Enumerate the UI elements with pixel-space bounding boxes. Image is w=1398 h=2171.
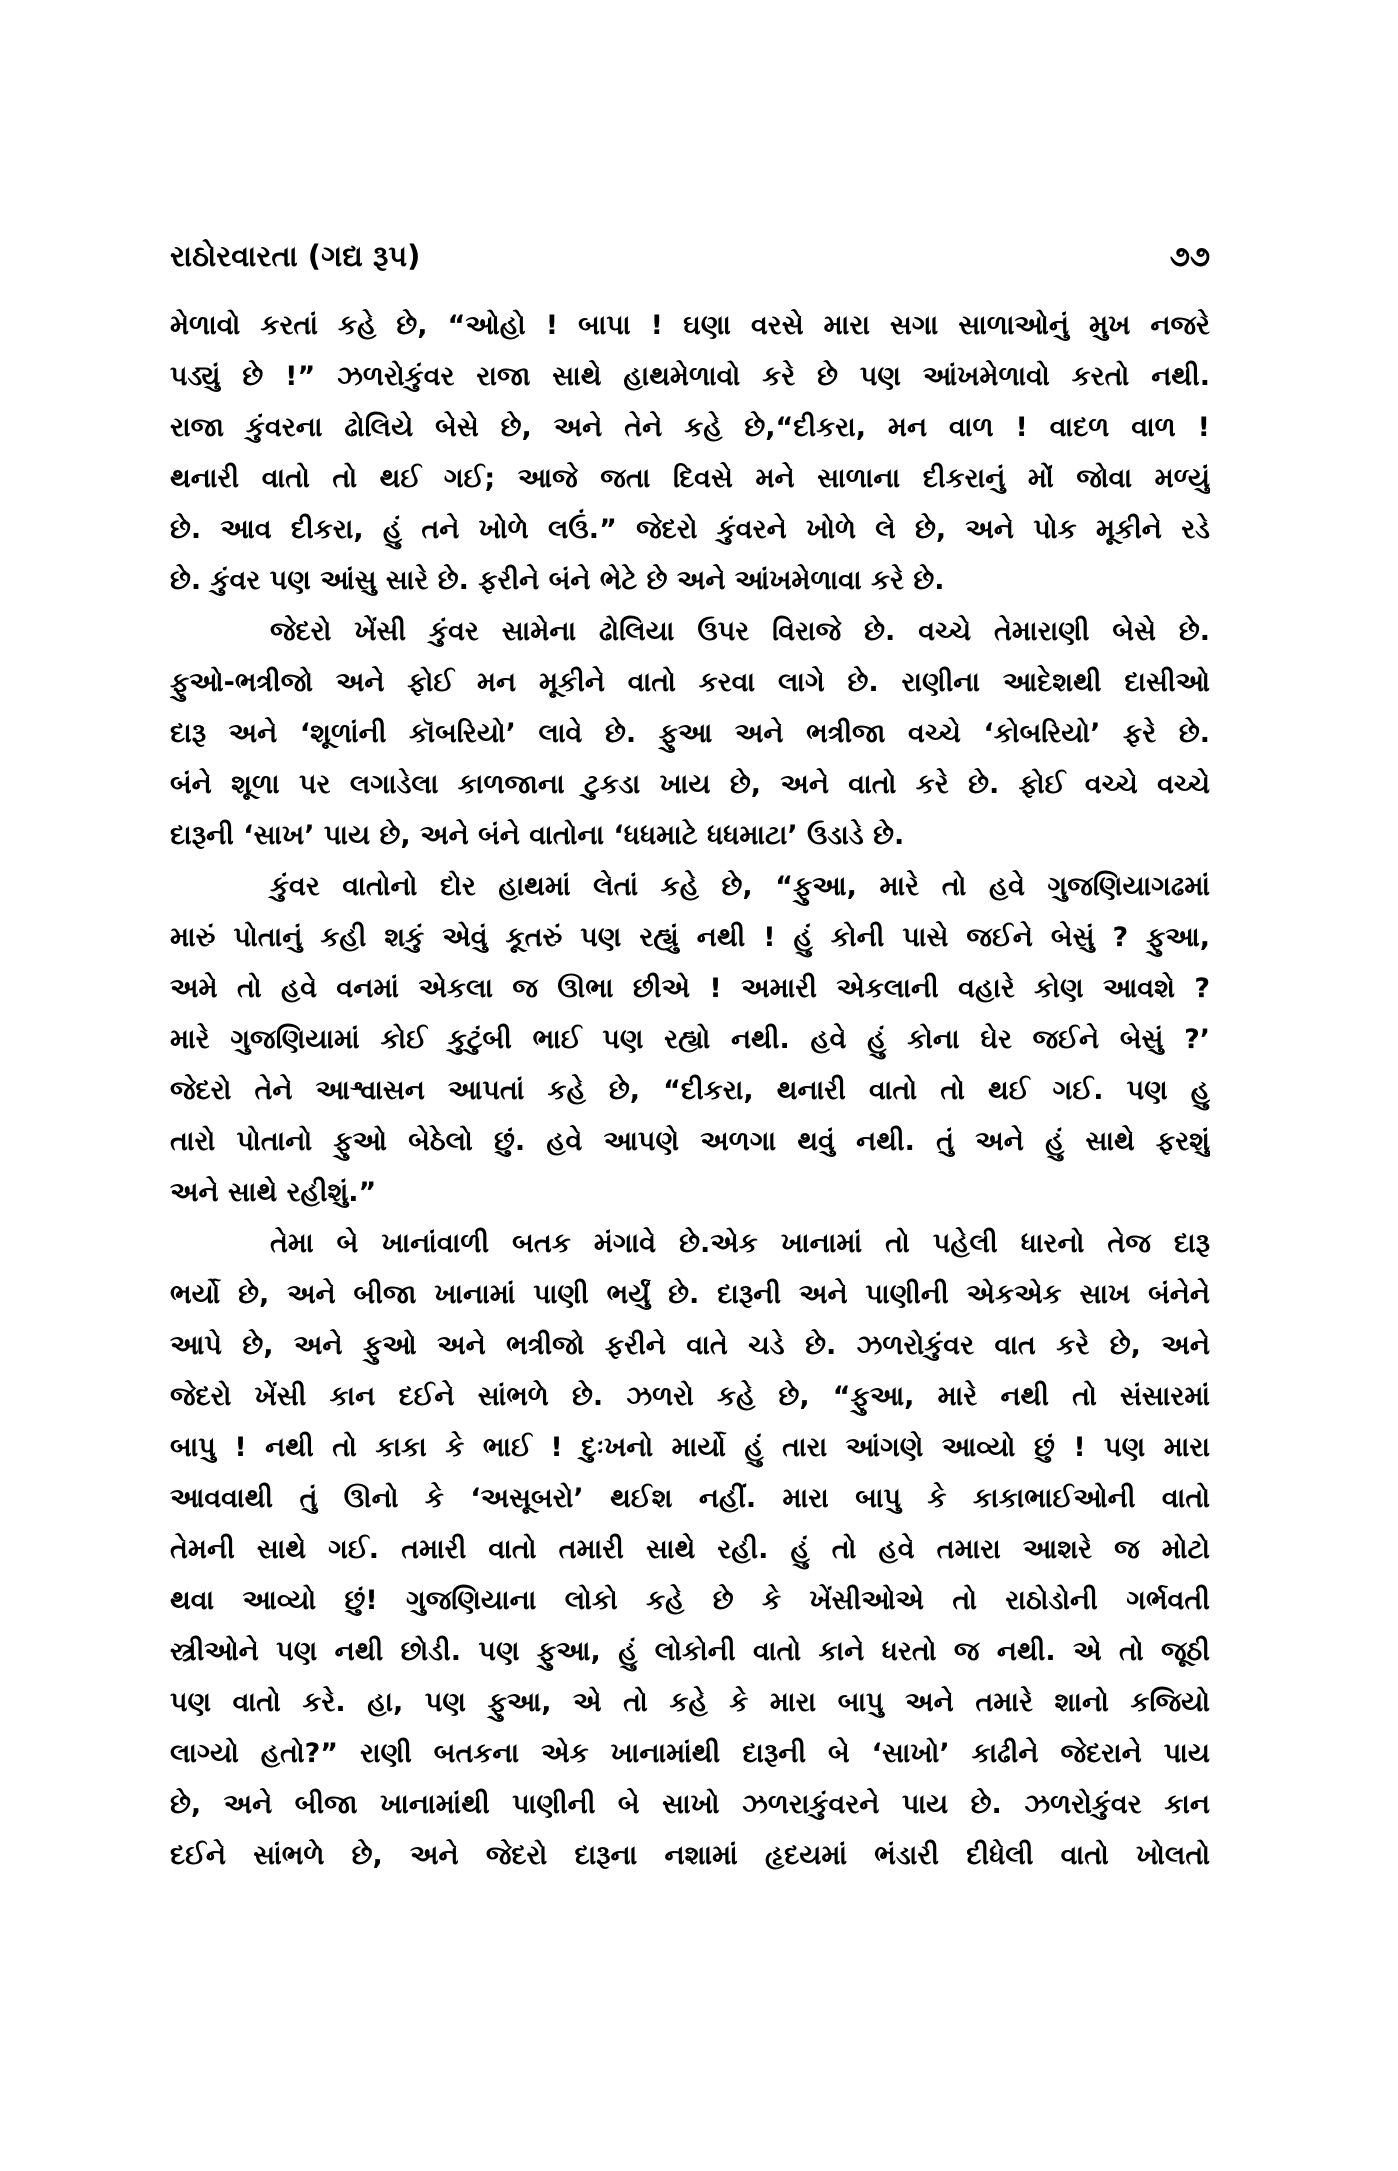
text-line: દારૂ અને ‘શૂળાંની કૉબરિયો’ લાવે છે. ફુઆ અને ભત્રીજા વચ્ચે ‘કોબરિયો’ ફરે છે. [170, 718, 1210, 749]
text-line: આવવાથી તું ઊનો કે ‘અસૂબરો’ થઈશ નહીં. મારા બાપુ કે કાકાભાઈઓની વાતો [170, 1483, 1210, 1514]
text-line: છે. કુંવર પણ આંસુ સારે છે. ફરીને બંને ભેટે છે અને આંખમેળાવા કરે છે. [170, 565, 945, 596]
text-line: રાજા કુંવરના ઢોલિયે બેસે છે, અને તેને કહે છે,“દીકરા, મન વાળ ! વાદળ વાળ ! [170, 412, 1210, 443]
running-title: રાઠોરવારતા (ગદ્ય રૂપ) [170, 239, 421, 273]
text-line: સ્ત્રીઓને પણ નથી છોડી. પણ ફુઆ, હું લોકોની વાતો કાને ધરતો જ નથી. એ તો જૂઠી [170, 1636, 1210, 1667]
text-line: દારૂની ‘સાખ’ પાય છે, અને બંને વાતોના ‘ધધમાટે ધધમાટા’ ઉડાડે છે. [170, 820, 905, 851]
text-line: છે. આવ દીકરા, હું તને ખોળે લઉં.” જેદરો કુંવરને ખોળે લે છે, અને પોક મૂકીને રડે [170, 514, 1210, 545]
text-line: ભર્યો છે, અને બીજા ખાનામાં પાણી ભર્યું છે. દારૂની અને પાણીની એકએક સાખ બંનેને [170, 1279, 1210, 1310]
text-line: જેદરો ખેંસી કાન દઈને સાંભળે છે. ઝળરો કહે છે, “ફુઆ, મારે નથી તો સંસારમાં [170, 1381, 1210, 1412]
text-line: તારો પોતાનો ફુઓ બેઠેલો છું. હવે આપણે અળગા થવું નથી. તું અને હું સાથે ફરશું [170, 1126, 1210, 1157]
text-line: તેમા બે ખાનાંવાળી બતક મંગાવે છે.એક ખાનામાં તો પહેલી ધારનો તેજ દારૂ [270, 1228, 1210, 1259]
text-line: મારું પોતાનું કહી શકું એવું કૂતરું પણ રહ્યું નથી ! હું કોની પાસે જઈને બેસું ? ફુઆ, [170, 922, 1210, 953]
text-line: દઈને સાંભળે છે, અને જેદરો દારૂના નશામાં હૃદયમાં ભંડારી દીધેલી વાતો ખોલતો [170, 1840, 1210, 1871]
text-line: જેદરો તેને આશ્વાસન આપતાં કહે છે, “દીકરા, થનારી વાતો તો થઈ ગઈ. પણ હુ [170, 1075, 1210, 1106]
text-line: થનારી વાતો તો થઈ ગઈ; આજે જતા દિવસે મને સાળાના દીકરાનું મોં જોવા મળ્યું [170, 463, 1210, 494]
text-line: બાપુ ! નથી તો કાકા કે ભાઈ ! દુઃખનો માર્યો હું તારા આંગણે આવ્યો છું ! પણ મારા [170, 1432, 1210, 1463]
text-line: લાગ્યો હતો?” રાણી બતકના એક ખાનામાંથી દારૂની બે ‘સાખો’ કાઢીને જેદરાને પાય [170, 1738, 1210, 1769]
text-line: મારે ગુજણિયામાં કોઈ કુટુંબી ભાઈ પણ રહ્યો નથી. હવે હું કોના ઘેર જઈને બેસું ?’ [170, 1024, 1210, 1055]
text-line: બંને શૂળા પર લગાડેલા કાળજાના ટુકડા ખાય છે, અને વાતો કરે છે. ફોઈ વચ્ચે વચ્ચે [170, 769, 1210, 800]
page-number: ૭૭ [1169, 239, 1210, 273]
text-line: તેમની સાથે ગઈ. તમારી વાતો તમારી સાથે રહી. હું તો હવે તમારા આશરે જ મોટો [170, 1534, 1210, 1565]
text-line: જેદરો ખેંસી કુંવર સામેના ઢોલિયા ઉપર વિરાજે છે. વચ્ચે તેમારાણી બેસે છે. [270, 616, 1210, 647]
text-line: ફુઓ-ભત્રીજો અને ફોઈ મન મૂકીને વાતો કરવા લાગે છે. રાણીના આદેશથી દાસીઓ [170, 667, 1210, 698]
text-line: છે, અને બીજા ખાનામાંથી પાણીની બે સાખો ઝળરાકુંવરને પાય છે. ઝળરોકુંવર કાન [170, 1789, 1210, 1820]
text-line: કુંવર વાતોનો દોર હાથમાં લેતાં કહે છે, “ફુઆ, મારે તો હવે ગુજણિયાગઢમાં [270, 871, 1210, 902]
text-line: મેળાવો કરતાં કહે છે, “ઓહો ! બાપા ! ઘણા વરસે મારા સગા સાળાઓનું મુખ નજરે [170, 310, 1210, 341]
text-line: અમે તો હવે વનમાં એકલા જ ઊભા છીએ ! અમારી એકલાની વહારે કોણ આવશે ? [170, 973, 1210, 1004]
text-line: પણ વાતો કરે. હા, પણ ફુઆ, એ તો કહે કે મારા બાપુ અને તમારે શાનો કજિયો [170, 1687, 1210, 1718]
body-text [170, 300, 1210, 2100]
text-line: આપે છે, અને ફુઓ અને ભત્રીજો ફરીને વાતે ચડે છે. ઝળરોકુંવર વાત કરે છે, અને [170, 1330, 1210, 1361]
text-line: પડ્યું છે !” ઝળરોકુંવર રાજા સાથે હાથમેળાવો કરે છે પણ આંખમેળાવો કરતો નથી. [170, 361, 1210, 392]
text-line: અને સાથે રહીશું.” [170, 1177, 377, 1208]
text-line: થવા આવ્યો છું! ગુજણિયાના લોકો કહે છે કે ખેંસીઓએ તો રાઠોડોની ગર્ભવતી [170, 1585, 1210, 1616]
running-header [170, 228, 1210, 284]
